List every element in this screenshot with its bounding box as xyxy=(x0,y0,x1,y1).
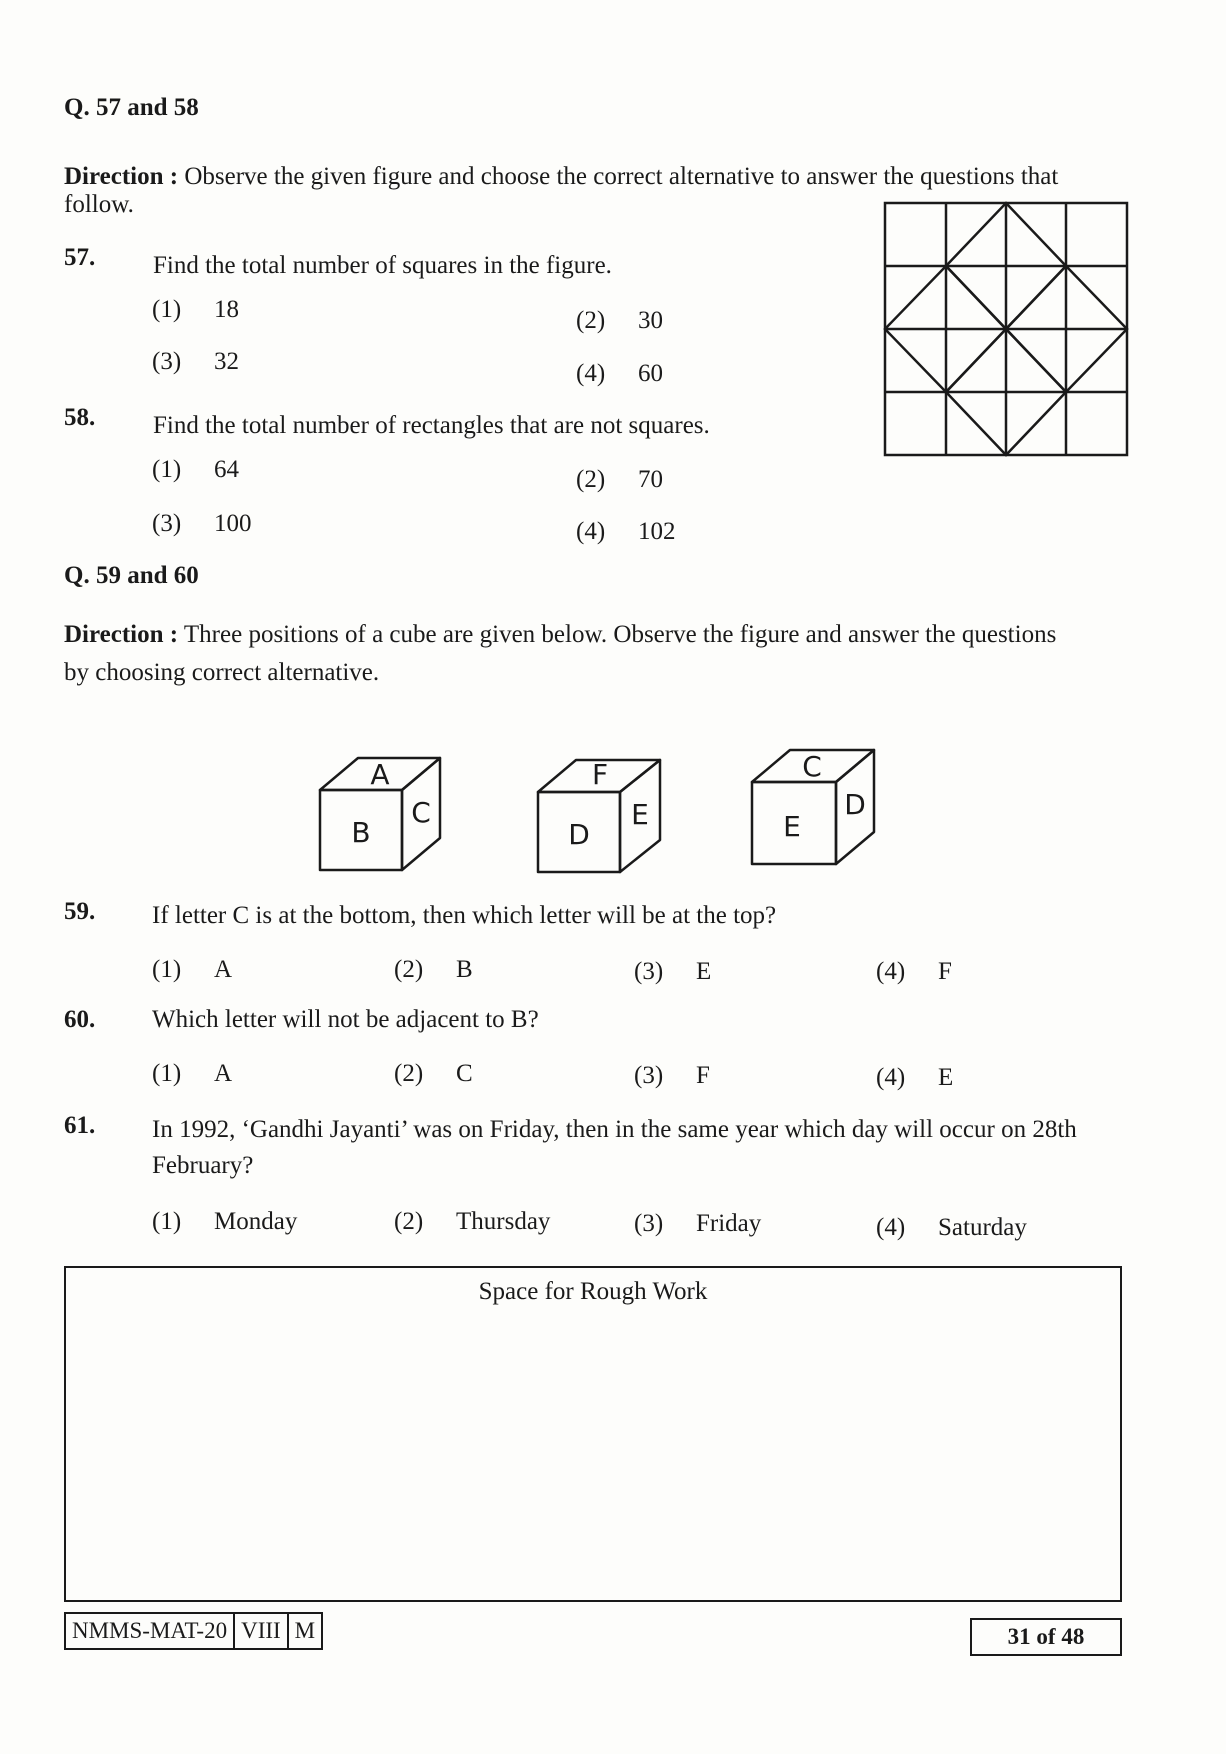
q59-option-1[interactable] xyxy=(152,956,232,984)
option-number: (3) xyxy=(634,1210,664,1237)
option-value: E xyxy=(938,1064,954,1091)
rough-work-box xyxy=(64,1266,1122,1602)
question-58-text: Find the total number of rectangles that are not squares. xyxy=(153,412,710,439)
cube-positions-figure xyxy=(300,720,900,880)
option-number: (3) xyxy=(634,1062,664,1089)
option-value: 64 xyxy=(214,456,239,483)
direction-label: Direction : xyxy=(64,163,179,190)
option-number: (1) xyxy=(152,1208,182,1235)
q58-option-2[interactable] xyxy=(576,466,663,494)
paper-code: NMMS-MAT-20 xyxy=(64,1612,235,1650)
option-value: 18 xyxy=(214,296,239,323)
q57-option-1[interactable] xyxy=(152,296,239,324)
cube-3-side: D xyxy=(844,788,866,821)
option-number: (1) xyxy=(152,1060,182,1087)
cube-1-top: A xyxy=(370,758,390,791)
question-59-number: 59. xyxy=(64,898,96,925)
option-value: 70 xyxy=(638,466,663,493)
cube-2-top: F xyxy=(591,758,609,791)
direction-57-58 xyxy=(64,158,1058,196)
direction-text-continued: by choosing correct alternative. xyxy=(64,659,380,686)
cube-3-top: C xyxy=(802,750,822,783)
q61-option-2[interactable] xyxy=(394,1208,550,1236)
q60-option-3[interactable] xyxy=(634,1062,710,1090)
direction-59-60 xyxy=(64,616,1056,654)
option-value: A xyxy=(214,956,233,983)
class-code: VIII xyxy=(233,1612,289,1650)
option-number: (1) xyxy=(152,456,182,483)
option-value: 102 xyxy=(638,518,676,545)
option-number: (2) xyxy=(394,1208,424,1235)
cube-2-front: D xyxy=(568,818,590,851)
option-value: 30 xyxy=(638,307,663,334)
option-number: (3) xyxy=(152,510,182,537)
option-number: (2) xyxy=(576,466,606,493)
q57-option-2[interactable] xyxy=(576,307,663,335)
option-value: Thursday xyxy=(456,1208,551,1235)
option-number: (4) xyxy=(576,518,606,545)
option-number: (4) xyxy=(576,360,606,387)
q59-option-2[interactable] xyxy=(394,956,473,984)
option-number: (3) xyxy=(634,958,664,985)
option-number: (2) xyxy=(394,956,424,983)
direction-text: Observe the given figure and choose the correct alternative to answer the questions that xyxy=(184,163,1059,190)
paper-code-box xyxy=(64,1612,321,1650)
cube-3-front: E xyxy=(783,810,801,843)
option-value: Saturday xyxy=(938,1214,1027,1241)
q61-option-4[interactable] xyxy=(876,1214,1027,1242)
direction-text: Three positions of a cube are given below. Observe the figure and answer the questions xyxy=(183,621,1057,648)
option-number: (2) xyxy=(576,307,606,334)
option-number: (3) xyxy=(152,348,182,375)
question-57-number: 57. xyxy=(64,244,96,271)
q61-option-3[interactable] xyxy=(634,1210,761,1238)
option-value: 60 xyxy=(638,360,663,387)
option-value: Monday xyxy=(214,1208,298,1235)
question-61-text: In 1992, ‘Gandhi Jayanti’ was on Friday, then in the same year which day will occur on 28th xyxy=(152,1116,1077,1143)
option-value: B xyxy=(456,956,473,983)
option-number: (4) xyxy=(876,958,906,985)
option-number: (4) xyxy=(876,1214,906,1241)
medium-code: M xyxy=(287,1612,323,1650)
option-value: C xyxy=(456,1060,473,1087)
direction-label: Direction : xyxy=(64,621,179,648)
direction-text-continued: follow. xyxy=(64,191,134,218)
rough-work-label: Space for Rough Work xyxy=(478,1278,708,1305)
question-60-number: 60. xyxy=(64,1006,96,1033)
q60-option-1[interactable] xyxy=(152,1060,232,1088)
q60-option-2[interactable] xyxy=(394,1060,473,1088)
q59-option-4[interactable] xyxy=(876,958,952,986)
q59-option-3[interactable] xyxy=(634,958,711,986)
option-value: E xyxy=(696,958,712,985)
option-value: F xyxy=(696,1062,710,1089)
option-value: 100 xyxy=(214,510,252,537)
section-heading-59-60: Q. 59 and 60 xyxy=(64,562,199,589)
option-value: F xyxy=(938,958,952,985)
question-57-text: Find the total number of squares in the figure. xyxy=(153,252,612,279)
question-60-text: Which letter will not be adjacent to B? xyxy=(152,1006,539,1033)
option-value: 32 xyxy=(214,348,239,375)
q58-option-3[interactable] xyxy=(152,510,252,538)
cube-1-side: C xyxy=(411,796,431,829)
cube-1-front: B xyxy=(351,816,371,849)
q58-option-1[interactable] xyxy=(152,456,239,484)
option-number: (1) xyxy=(152,296,182,323)
q57-option-3[interactable] xyxy=(152,348,239,376)
question-61-number: 61. xyxy=(64,1112,96,1139)
question-59-text: If letter C is at the bottom, then which letter will be at the top? xyxy=(152,902,777,929)
option-number: (1) xyxy=(152,956,182,983)
option-value: Friday xyxy=(696,1210,762,1237)
square-grid-figure xyxy=(884,202,1128,456)
question-58-number: 58. xyxy=(64,404,96,431)
q57-option-4[interactable] xyxy=(576,360,663,388)
q58-option-4[interactable] xyxy=(576,518,676,546)
option-number: (2) xyxy=(394,1060,424,1087)
q61-option-1[interactable] xyxy=(152,1208,297,1236)
option-value: A xyxy=(214,1060,233,1087)
question-61-text-continued: February? xyxy=(152,1152,254,1179)
section-heading-57-58: Q. 57 and 58 xyxy=(64,94,199,121)
page-number: 31 of 48 xyxy=(970,1618,1122,1656)
option-number: (4) xyxy=(876,1064,906,1091)
q60-option-4[interactable] xyxy=(876,1064,953,1092)
cube-2-side: E xyxy=(631,798,649,831)
